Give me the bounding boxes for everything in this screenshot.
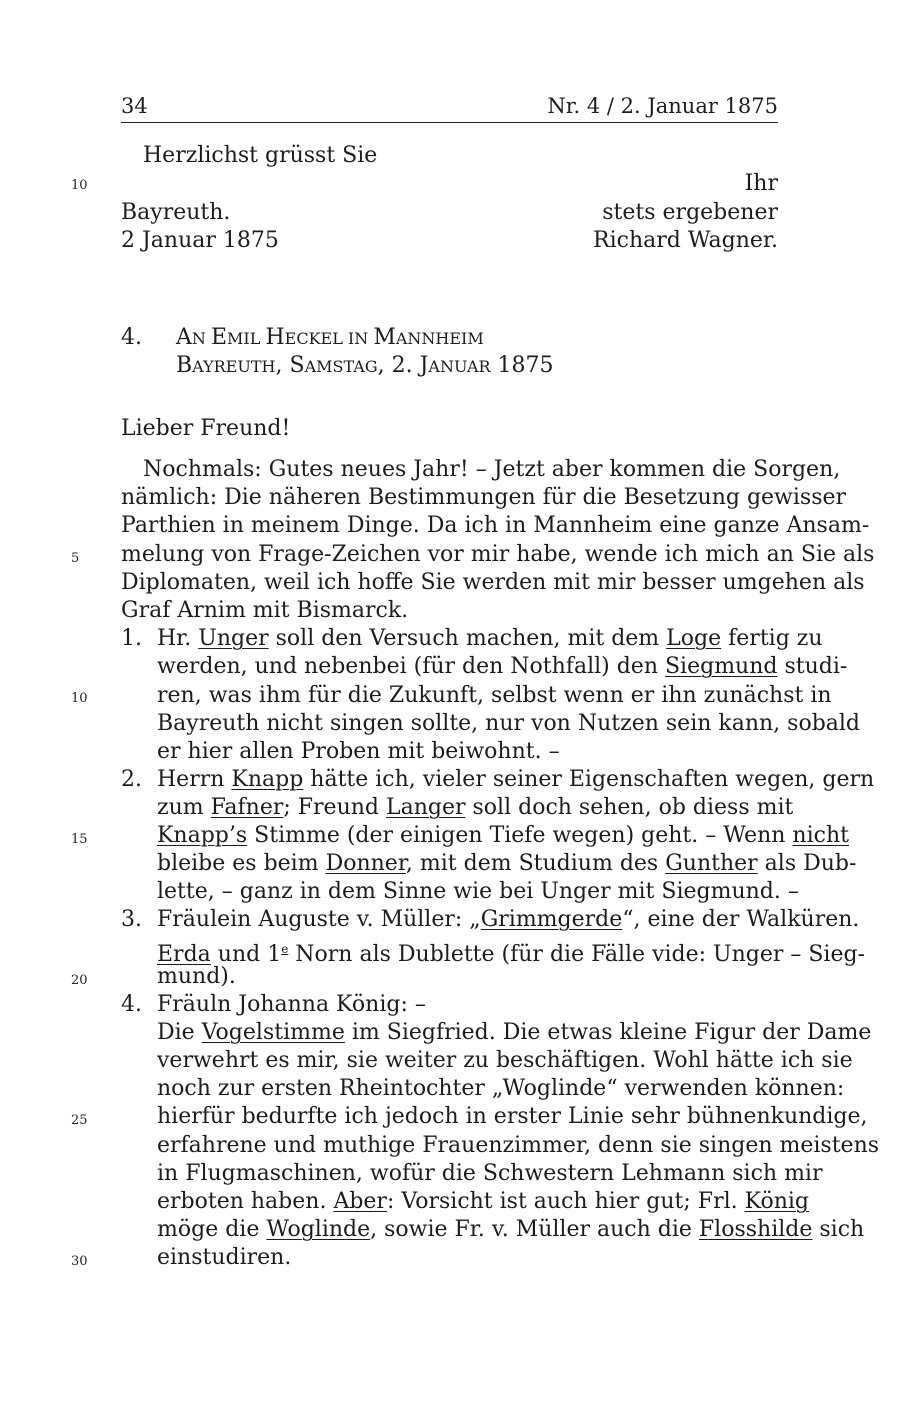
closing-phrase: stets ergebener (602, 200, 778, 225)
body-line: Nochmals: Gutes neues Jahr! – Jetzt aber kommen die Sorgen, (143, 457, 841, 482)
body-line: noch zur ersten Rheintochter „Woglinde“ verwenden können: (157, 1076, 845, 1101)
letter-recipient: AN EMIL HECKEL IN MANNHEIM (176, 325, 484, 350)
body-line: Fräulein Auguste v. Müller: „Grimmgerde“, eine der Walküren. (157, 907, 860, 932)
body-line: Parthien in meinem Dinge. Da ich in Mannheim eine ganze Ansam- (121, 513, 870, 538)
signature: Richard Wagner. (593, 228, 778, 253)
body-line: Bayreuth nicht singen sollte, nur von Nutzen sein kann, sobald (157, 711, 861, 736)
body-line: Graf Arnim mit Bismarck. (121, 598, 409, 623)
list-number: 4. (121, 992, 142, 1017)
body-line: in Flugmaschinen, wofür die Schwestern Lehmann sich mir (157, 1161, 823, 1186)
body-line: hierfür bedurfte ich jedoch in erster Linie sehr bühnenkundige, (157, 1104, 868, 1129)
body-line: Fräuln Johanna König: – (157, 992, 426, 1017)
body-line: verwehrt es mir, sie weiter zu beschäftigen. Wohl hätte ich sie (157, 1048, 853, 1073)
closing-place: Bayreuth. (121, 200, 231, 225)
letter-number: 4. (121, 325, 142, 350)
body-line: lette, – ganz in dem Sinne wie bei Unger mit Siegmund. – (157, 879, 799, 904)
body-line: möge die Woglinde, sowie Fr. v. Müller auch die Flosshilde sich (157, 1217, 865, 1242)
body-line: mund). (157, 964, 236, 989)
body-line: melung von Frage-Zeichen vor mir habe, wende ich mich an Sie als (121, 542, 875, 567)
letter-dateline: BAYREUTH, SAMSTAG, 2. JANUAR 1875 (176, 353, 554, 378)
body-line: zum Fafner; Freund Langer soll doch sehen, ob diess mit (157, 795, 794, 820)
line-number-25: 25 (71, 1113, 88, 1128)
body-line: erfahrene und muthige Frauenzimmer, denn sie singen meistens (157, 1133, 880, 1158)
body-line: erboten haben. Aber: Vorsicht ist auch hier gut; Frl. König (157, 1189, 809, 1214)
body-line: Hr. Unger soll den Versuch machen, mit dem Loge fertig zu (157, 626, 823, 651)
body-line: er hier allen Proben mit beiwohnt. – (157, 739, 560, 764)
body-line: Erda und 1e Norn als Dublette (für die Fälle vide: Unger – Sieg- (157, 942, 865, 967)
closing-greeting: Herzlichst grüsst Sie (143, 143, 378, 168)
line-number-30: 30 (71, 1254, 88, 1269)
body-line: Knapp’s Stimme (der einigen Tiefe wegen) geht. – Wenn nicht (157, 823, 849, 848)
body-line: werden, und nebenbei (für den Nothfall) den Siegmund studi- (157, 654, 848, 679)
body-line: Herrn Knapp hätte ich, vieler seiner Eigenschaften wegen, gern (157, 767, 875, 792)
body-line: ren, was ihm für die Zukunft, selbst wenn er ihn zunächst in (157, 683, 832, 708)
line-number-15: 15 (71, 832, 88, 847)
list-number: 1. (121, 626, 142, 651)
body-line: Die Vogelstimme im Siegfried. Die etwas kleine Figur der Dame (157, 1020, 872, 1045)
body-line: nämlich: Die näheren Bestimmungen für die Besetzung gewisser (121, 485, 847, 510)
body-line: Diplomaten, weil ich hoffe Sie werden mit mir besser umgehen als (121, 570, 865, 595)
closing-ihr: Ihr (744, 171, 778, 196)
closing-date: 2 Januar 1875 (121, 228, 279, 253)
line-number-20: 20 (71, 973, 88, 988)
page-number: 34 (121, 94, 148, 118)
line-number-10: 10 (71, 691, 88, 706)
list-number: 2. (121, 767, 142, 792)
line-number-10-top: 10 (71, 178, 88, 193)
body-line: bleibe es beim Donner, mit dem Studium des Gunther als Dub- (157, 851, 857, 876)
running-title: Nr. 4 / 2. Januar 1875 (547, 94, 778, 118)
salutation: Lieber Freund! (121, 416, 291, 441)
body-line: einstudiren. (157, 1245, 292, 1270)
list-number: 3. (121, 907, 142, 932)
header-rule (121, 122, 778, 123)
line-number-5: 5 (71, 551, 80, 566)
